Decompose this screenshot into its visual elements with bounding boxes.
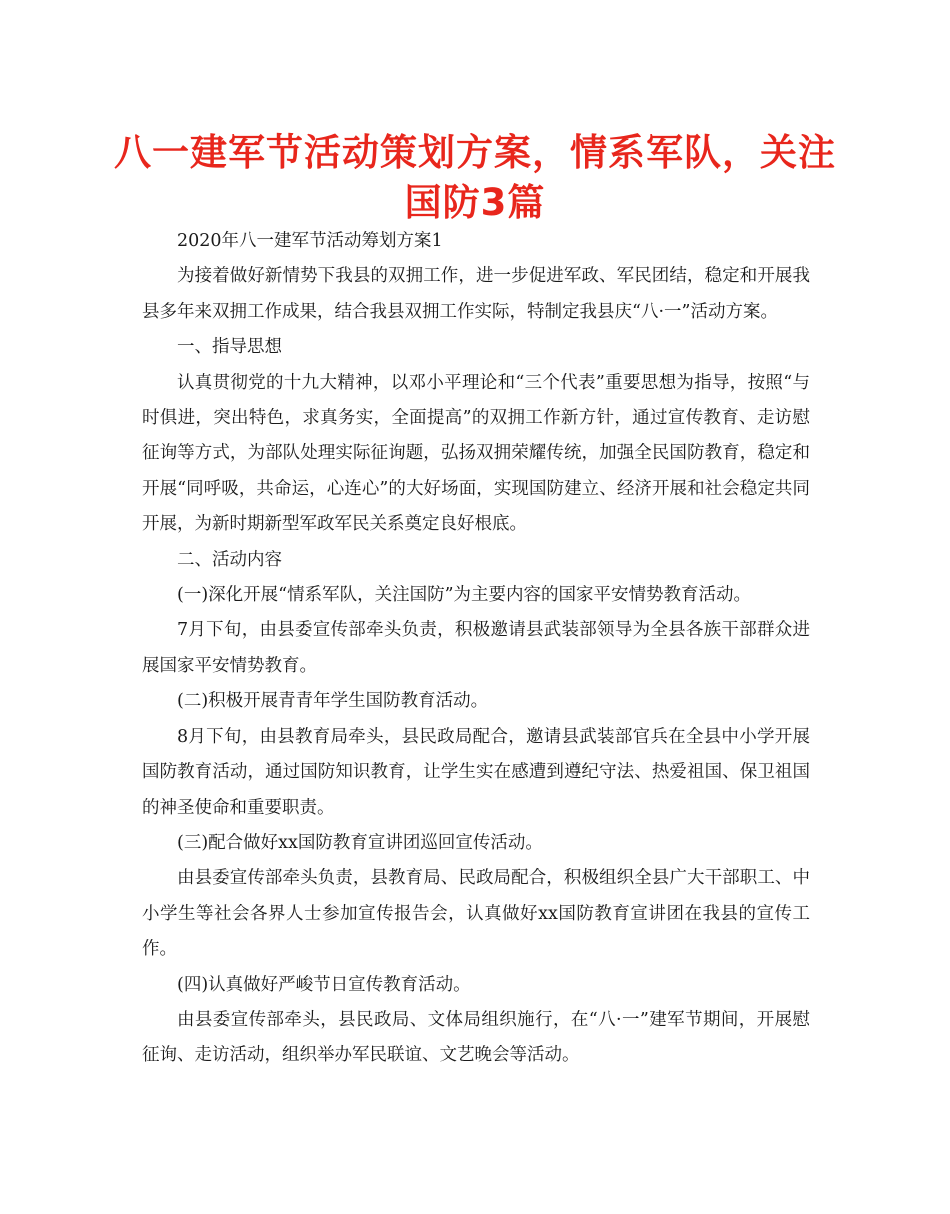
guiding-ideology-paragraph: 认真贯彻党的十九大精神，以邓小平理论和“三个代表”重要思想为指导，按照“与时俱进，突出特色，求真务实，全面提高”的双拥工作新方针，通过宣传教育、走访慰征询等方式，为部队处理实际征询题，弘扬双拥荣耀传统，加强全民国防教育，稳定和开展“同呼吸，共命运，心连心”的大好场面，实现国防建立、经济开展和社会稳定共同开展，为新时期新型军政军民关系奠定良好根底。 <box>142 372 810 535</box>
activity-item-4-paragraph: 由县委宣传部牵头，县民政局、文体局组织施行，在“八·一”建军节期间，开展慰征询、走访活动，组织举办军民联谊、文艺晚会等活动。 <box>142 1009 810 1066</box>
intro-paragraph: 为接着做好新情势下我县的双拥工作，进一步促进军政、军民团结，稳定和开展我县多年来双拥工作成果，结合我县双拥工作实际，特制定我县庆“八·一”活动方案。 <box>142 266 810 322</box>
activity-item-4-heading: (四)认真做好严峻节日宣传教育活动。 <box>177 974 471 995</box>
activity-item-3-heading: (三)配合做好xx国防教育宣讲团巡回宣传活动。 <box>177 832 543 853</box>
activity-item-1-paragraph: 7月下旬，由县委宣传部牵头负责，积极邀请县武装部领导为全县各族干部群众进展国家平安情势教育。 <box>142 620 810 676</box>
activity-item-1-heading: (一)深化开展“情系军队，关注国防”为主要内容的国家平安情势教育活动。 <box>177 585 752 606</box>
document-title: 八一建军节活动策划方案，情系军队，关注国防3篇 <box>114 131 836 224</box>
activity-item-3-paragraph: 由县委宣传部牵头负责，县教育局、民政局配合，积极组织全县广大干部职工、中小学生等社会各界人士参加宣传报告会，认真做好xx国防教育宣讲团在我县的宣传工作。 <box>142 868 810 960</box>
document-body <box>142 224 810 1074</box>
activity-item-2-paragraph: 8月下旬，由县教育局牵头，县民政局配合，邀请县武装部官兵在全县中小学开展国防教育活动，通过国防知识教育，让学生实在感遭到遵纪守法、热爱祖国、保卫祖国的神圣使命和重要职责。 <box>142 726 810 818</box>
section-heading-guiding-ideology: 一、指导思想 <box>177 337 282 358</box>
activity-item-2-heading: (二)积极开展青青年学生国防教育活动。 <box>177 691 489 712</box>
plan-subtitle: 2020年八一建军节活动筹划方案1 <box>177 231 443 251</box>
section-heading-activity-content: 二、活动内容 <box>177 549 282 570</box>
